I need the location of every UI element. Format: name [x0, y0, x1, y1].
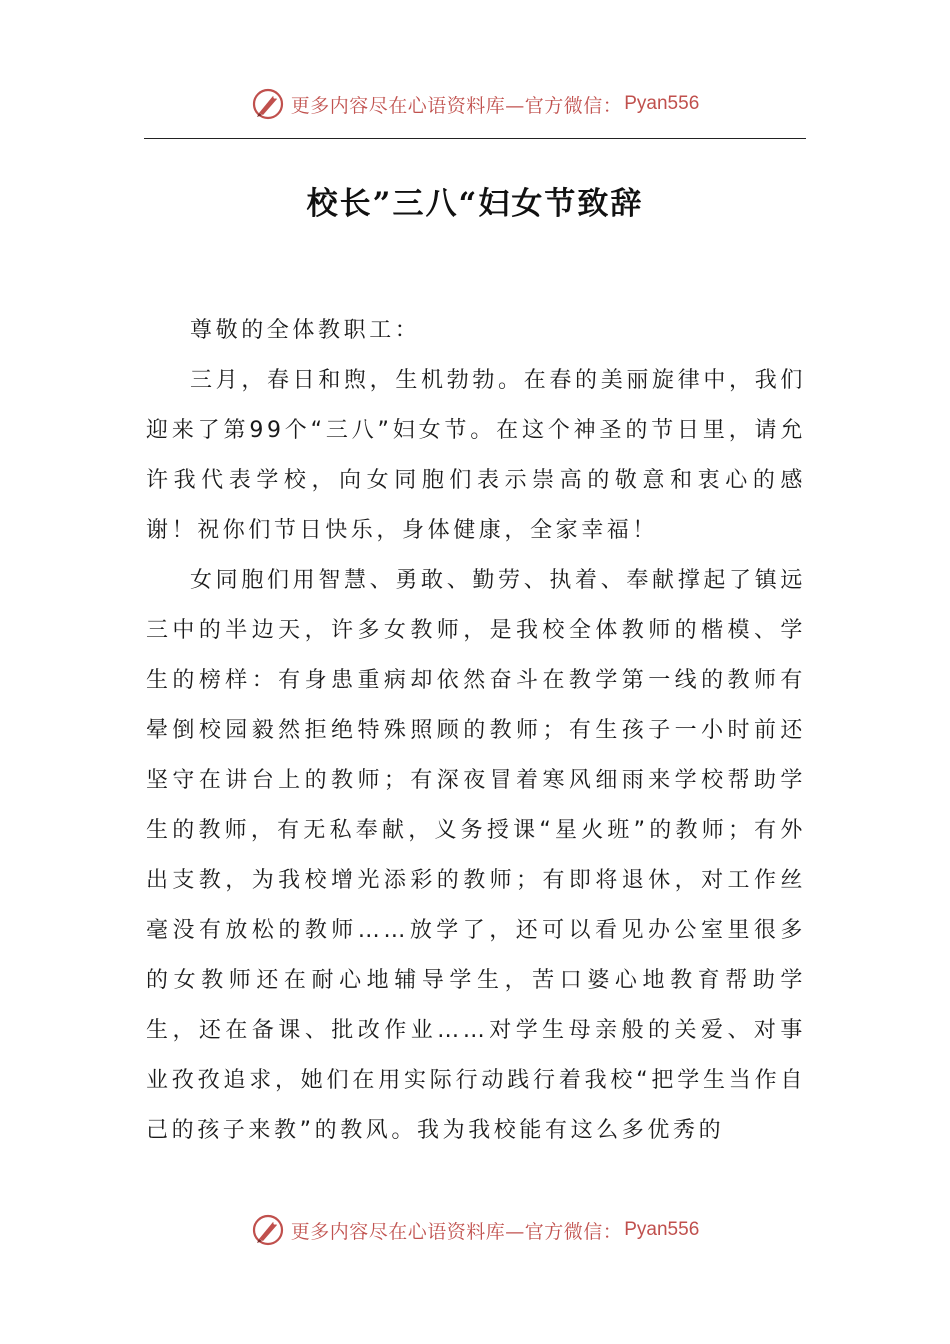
- banner-text: 更多内容尽在心语资料库—官方微信：: [290, 94, 623, 117]
- greeting-paragraph: 尊敬的全体教职工：: [190, 318, 421, 343]
- document-title: 校长”三八“妇女节致辞: [306, 186, 644, 222]
- header-divider: [144, 138, 806, 139]
- header-banner: [0, 84, 950, 124]
- pen-logo-icon: [251, 1213, 285, 1247]
- banner-text: 更多内容尽在心语资料库—官方微信：: [290, 1220, 623, 1243]
- body-paragraph: 女同胞们用智慧、勇敢、勤劳、执着、奉献撑起了镇远三中的半边天，许多女教师，是我校全体教师的楷模、学生的榜样：有身患重病却依然奋斗在教学第一线的教师有晕倒校园毅然拒绝特殊照顾的教师；有生孩子一小时前还坚守在讲台上的教师；有深夜冒着寒风细雨来学校帮助学生的教师，有无私奉献，义务授课“星火班”的教师；有外出支教，为我校增光添彩的教师；有即将退休，对工作丝毫没有放松的教师……放学了，还可以看见办公室里很多的女教师还在耐心地辅导学生，苦口婆心地教育帮助学生，还在备课、批改作业……对学生母亲般的关爱、对事业孜孜追求，她们在用实际行动践行着我校“把学生当作自己的孩子来教”的教风。我为我校能有这么多优秀的: [146, 568, 806, 1143]
- wechat-id: Pyan556: [624, 1219, 700, 1240]
- wechat-id: Pyan556: [624, 93, 700, 114]
- document-body: [146, 306, 806, 1156]
- pen-logo-icon: [251, 87, 285, 121]
- footer-banner: [0, 1210, 950, 1250]
- body-paragraph: 三月，春日和煦，生机勃勃。在春的美丽旋律中，我们迎来了第99个“三八”妇女节。在这个神圣的节日里，请允许我代表学校，向女同胞们表示崇高的敬意和衷心的感谢！祝你们节日快乐，身体健康，全家幸福！: [146, 368, 806, 543]
